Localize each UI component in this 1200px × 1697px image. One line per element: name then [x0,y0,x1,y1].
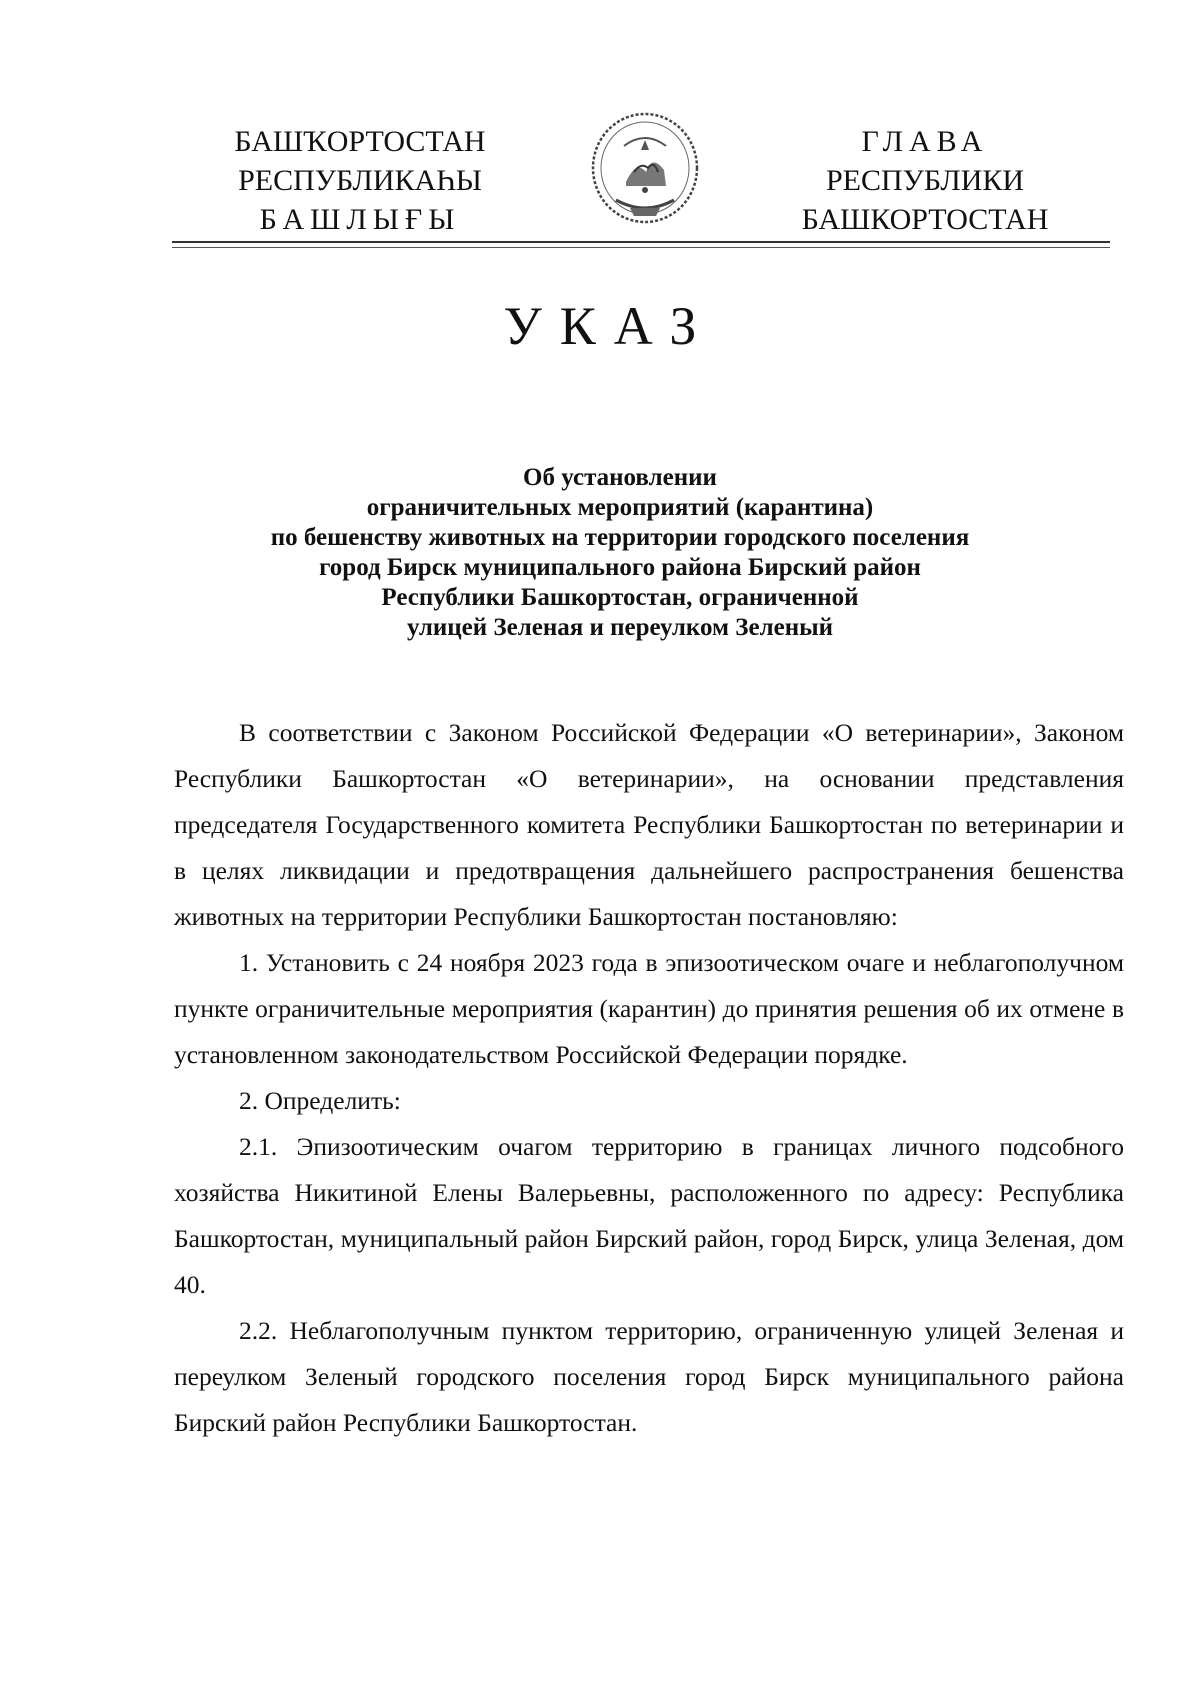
clause-2: 2. Определить: [239,1086,401,1115]
header-divider-thin [172,247,1110,248]
coat-of-arms-icon [586,112,704,232]
document-title: УКАЗ [503,296,715,356]
header-left-line-1: БАШҠОРТОСТАН [234,125,486,158]
subject-line: Об установлении [523,464,717,491]
header-divider [172,241,1110,243]
clause-2-1: 2.1. Эпизоотическим очагом территорию в границах личного подсобного хозяйства Никитиной Елены Валерьевны, расположенного по адресу: Республика Башкортостан, муниципальный район Бирский район, город Бирск, улица Зеленая, дом 40. [174,1132,1124,1299]
header-bashkir [200,122,520,239]
header-russian [775,122,1075,239]
subject-line: Республики Башкортостан, ограниченной [381,584,859,611]
clause-2-2: 2.2. Неблагополучным пунктом территорию, ограниченную улицей Зеленая и переулком Зеленый городского поселения город Бирск муниципального района Бирский район Республики Башкортостан. [174,1316,1124,1437]
clause-1: 1. Установить с 24 ноября 2023 года в эпизоотическом очаге и неблагополучном пункте ограничительные мероприятия (карантин) до принятия решения об их отмене в установленном законодательством Российской Федерации порядке. [174,948,1124,1069]
decree-body [174,710,1124,1446]
header-left-line-2: РЕСПУБЛИКАҺЫ [238,164,482,197]
header-right-line-1: ГЛАВА [861,125,989,158]
subject-line: ограничительных мероприятий (карантина) [366,494,874,521]
header-right-line-2: РЕСПУБЛИКИ [825,164,1025,197]
header-right-line-3: БАШКОРТОСТАН [801,203,1049,236]
subject-line: город Бирск муниципального района Бирский район [319,554,921,581]
subject-line: по бешенству животных на территории городского поселения [270,524,970,551]
subject-line: улицей Зеленая и переулком Зеленый [406,614,834,641]
decree-subject [160,463,1080,643]
preamble-paragraph: В соответствии с Законом Российской Федерации «О ветеринарии», Законом Республики Башкортостан «О ветеринарии», на основании представления председателя Государственного комитета Республики Башкортостан по ветеринарии и в целях ликвидации и предотвращения дальнейшего распространения бешенства животных на территории Республики Башкортостан постановляю: [174,718,1124,931]
header-left-line-3: БАШЛЫҒЫ [259,203,461,236]
